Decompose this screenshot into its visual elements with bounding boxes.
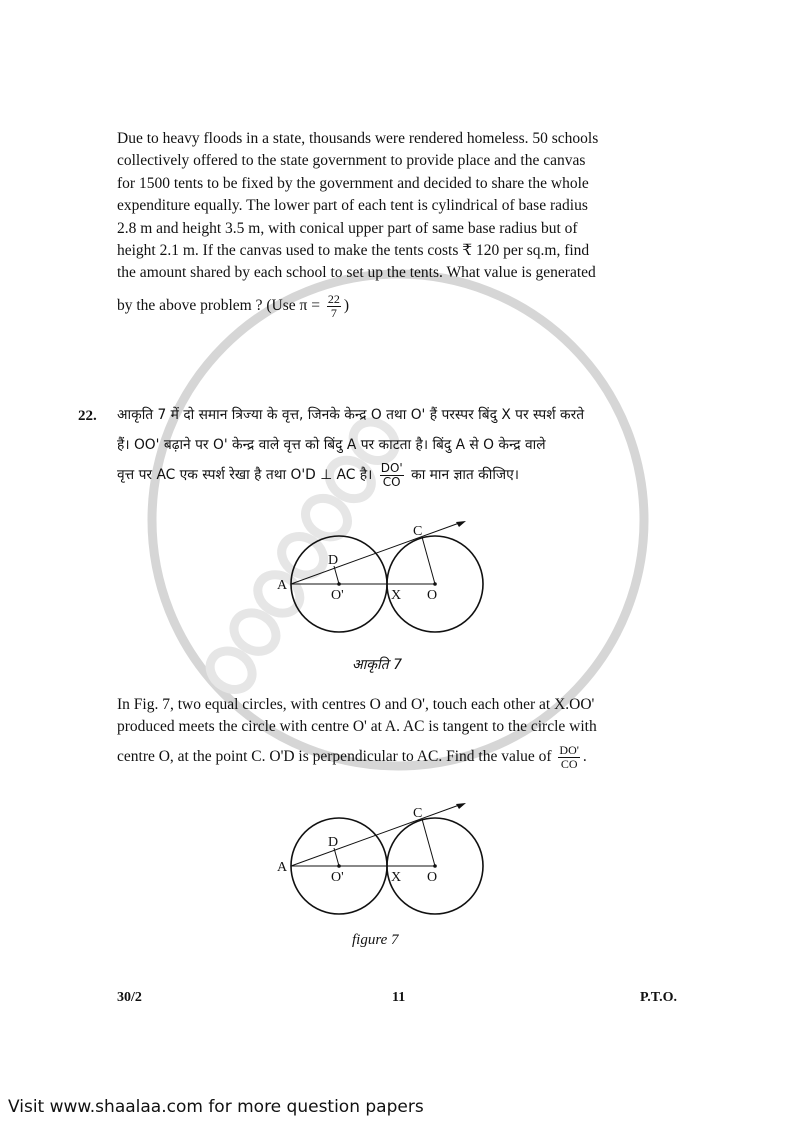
label-o: O bbox=[427, 870, 438, 885]
text-line: for 1500 tents to be fixed by the government and decided to share the whole bbox=[117, 174, 589, 192]
text-line: collectively offered to the state government to provide place and the canvas bbox=[117, 152, 586, 170]
text-span: ) bbox=[343, 296, 349, 314]
problem-22-english bbox=[117, 694, 687, 771]
text-line: height 2.1 m. If the canvas used to make the tents costs ₹ 120 per sq.m, find bbox=[117, 242, 590, 260]
text-span: . bbox=[582, 747, 587, 765]
denominator: CO bbox=[382, 474, 401, 489]
label-a: A bbox=[277, 578, 288, 593]
text-line: the amount shared by each school to set up the tents. What value is generated bbox=[117, 264, 596, 282]
label-o-prime: O' bbox=[331, 870, 344, 885]
label-c: C bbox=[413, 524, 423, 539]
text-span: का मान ज्ञात कीजिए। bbox=[411, 467, 520, 483]
label-o-prime: O' bbox=[331, 588, 344, 603]
figure-diagram bbox=[277, 521, 483, 632]
denominator: 7 bbox=[330, 305, 337, 320]
text-span: वृत्त पर AC एक स्पर्श रेखा है तथा O'D ⊥ AC है। bbox=[117, 467, 373, 483]
label-a: A bbox=[277, 860, 288, 875]
numerator: 22 bbox=[327, 291, 340, 306]
figure-caption-english: figure 7 bbox=[352, 932, 399, 948]
denominator: CO bbox=[560, 756, 578, 771]
text-line: आकृति 7 में दो समान त्रिज्या के वृत्त, जिनके केन्द्र O तथा O' हैं परस्पर बिंदु X पर स्पर्श करते bbox=[117, 407, 585, 423]
text-line: In Fig. 7, two equal circles, with centres O and O', touch each other at X.OO' bbox=[117, 696, 595, 713]
text-line bbox=[117, 744, 687, 771]
label-x: X bbox=[391, 588, 402, 603]
text-line: 2.8 m and height 3.5 m, with conical upper part of same base radius but of bbox=[117, 219, 578, 237]
label-x: X bbox=[391, 870, 402, 885]
paper-code: 30/2 bbox=[117, 990, 142, 1005]
numerator: DO' bbox=[380, 460, 403, 475]
text-line: produced meets the circle with centre O' at A. AC is tangent to the circle with bbox=[117, 718, 597, 736]
numerator: DO' bbox=[559, 742, 579, 757]
text-line: हैं। OO' बढ़ाने पर O' केन्द्र वाले वृत्त को बिंदु A पर काटता है। बिंदु A से O केन्द्र वाले bbox=[117, 437, 546, 453]
figure-caption-hindi: आकृति 7 bbox=[352, 657, 403, 673]
label-o: O bbox=[427, 588, 438, 603]
label-d: D bbox=[328, 553, 339, 568]
text-line: expenditure equally. The lower part of each tent is cylindrical of base radius bbox=[117, 197, 588, 215]
question-number: 22. bbox=[78, 408, 97, 424]
label-c: C bbox=[413, 806, 423, 821]
label-d: D bbox=[328, 835, 339, 850]
text-span: by the above problem ? (Use π = bbox=[117, 296, 320, 314]
pto-label: P.T.O. bbox=[640, 990, 677, 1005]
page-number: 11 bbox=[392, 990, 406, 1005]
text-span: centre O, at the point C. O'D is perpendicular to AC. Find the value of bbox=[117, 747, 552, 765]
website-banner: Visit www.shaalaa.com for more question papers bbox=[8, 1097, 424, 1117]
figure-diagram-english bbox=[277, 803, 483, 914]
text-line: Due to heavy floods in a state, thousands were rendered homeless. 50 schools bbox=[117, 130, 599, 147]
ratio-fraction bbox=[558, 744, 580, 771]
